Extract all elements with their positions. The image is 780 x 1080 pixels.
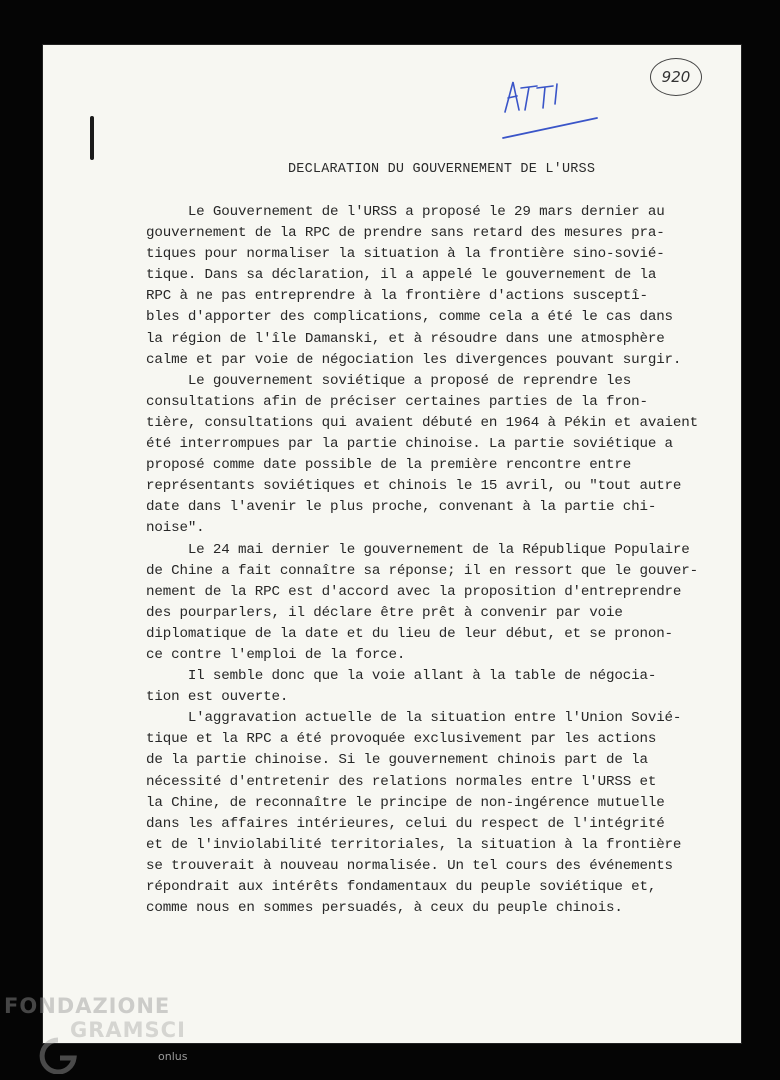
body-line: gouvernement de la RPC de prendre sans retard des mesures pra- — [146, 225, 665, 242]
document-body — [146, 202, 738, 919]
body-line: représentants soviétiques et chinois le 15 avril, ou "tout autre — [146, 478, 682, 495]
watermark-suffix: onlus — [158, 1050, 188, 1063]
body-line: et de l'inviolabilité territoriales, la situation à la frontière — [146, 836, 682, 853]
body-line: calme et par voie de négociation les divergences pouvant surgir. — [146, 351, 682, 368]
body-line: consultations afin de préciser certaines parties de la fron- — [146, 393, 648, 410]
body-line: de la partie chinoise. Si le gouvernement chinois part de la — [146, 752, 648, 769]
body-line: se trouverait à nouveau normalisée. Un tel cours des événements — [146, 857, 673, 874]
body-line: proposé comme date possible de la première rencontre entre — [146, 457, 632, 474]
handwritten-annotation — [497, 74, 617, 144]
body-line: tique. Dans sa déclaration, il a appelé le gouvernement de la — [146, 267, 657, 284]
body-line: la région de l'île Damanski, et à résoudre dans une atmosphère — [146, 330, 665, 347]
body-line: été interrompues par la partie chinoise. La partie soviétique a — [146, 436, 673, 453]
body-line: Le 24 mai dernier le gouvernement de la République Populaire — [146, 541, 690, 558]
body-line: Le Gouvernement de l'URSS a proposé le 29 mars dernier au — [146, 204, 665, 220]
watermark-line2: GRAMSCI — [70, 1018, 186, 1042]
body-line: tière, consultations qui avaient débuté en 1964 à Pékin et avaient — [146, 414, 699, 431]
body-line: date dans l'avenir le plus proche, convenant à la partie chi- — [146, 499, 657, 516]
body-line: noise". — [146, 520, 205, 537]
page-number: 920 — [650, 58, 702, 96]
body-line: L'aggravation actuelle de la situation entre l'Union Sovié- — [146, 710, 682, 727]
body-line: ce contre l'emploi de la force. — [146, 646, 406, 663]
body-line: Le gouvernement soviétique a proposé de reprendre les — [146, 372, 632, 389]
body-line: Il semble donc que la voie allant à la table de négocia- — [146, 668, 657, 685]
body-line: nement de la RPC est d'accord avec la proposition d'entreprendre — [146, 583, 682, 600]
body-line: nécessité d'entretenir des relations normales entre l'URSS et — [146, 773, 657, 790]
document-title: DECLARATION DU GOUVERNEMENT DE L'URSS — [288, 162, 596, 177]
body-line: comme nous en sommes persuadés, à ceux du peuple chinois. — [146, 900, 623, 917]
binding-mark — [90, 116, 94, 160]
body-line: des pourparlers, il déclare être prêt à convenir par voie — [146, 604, 623, 621]
watermark-logo-icon — [30, 1034, 86, 1074]
watermark-line1: FONDAZIONE — [4, 994, 171, 1018]
body-line: bles d'apporter des complications, comme cela a été le cas dans — [146, 309, 673, 326]
body-line: tiques pour normaliser la situation à la frontière sino-sovié- — [146, 246, 665, 263]
body-line: la Chine, de reconnaître le principe de non-ingérence mutuelle — [146, 794, 665, 811]
body-line: diplomatique de la date et du lieu de leur début, et se pronon- — [146, 625, 673, 642]
body-line: répondrait aux intérêts fondamentaux du peuple soviétique et, — [146, 879, 657, 895]
document-page — [42, 44, 742, 1044]
body-line: tion est ouverte. — [146, 689, 289, 706]
body-line: dans les affaires intérieures, celui du respect de l'intégrité — [146, 815, 665, 832]
body-line: tique et la RPC a été provoquée exclusivement par les actions — [146, 731, 657, 748]
body-line: de Chine a fait connaître sa réponse; il en ressort que le gouver- — [146, 562, 699, 579]
body-line: RPC à ne pas entreprendre à la frontière d'actions susceptî- — [146, 288, 648, 305]
